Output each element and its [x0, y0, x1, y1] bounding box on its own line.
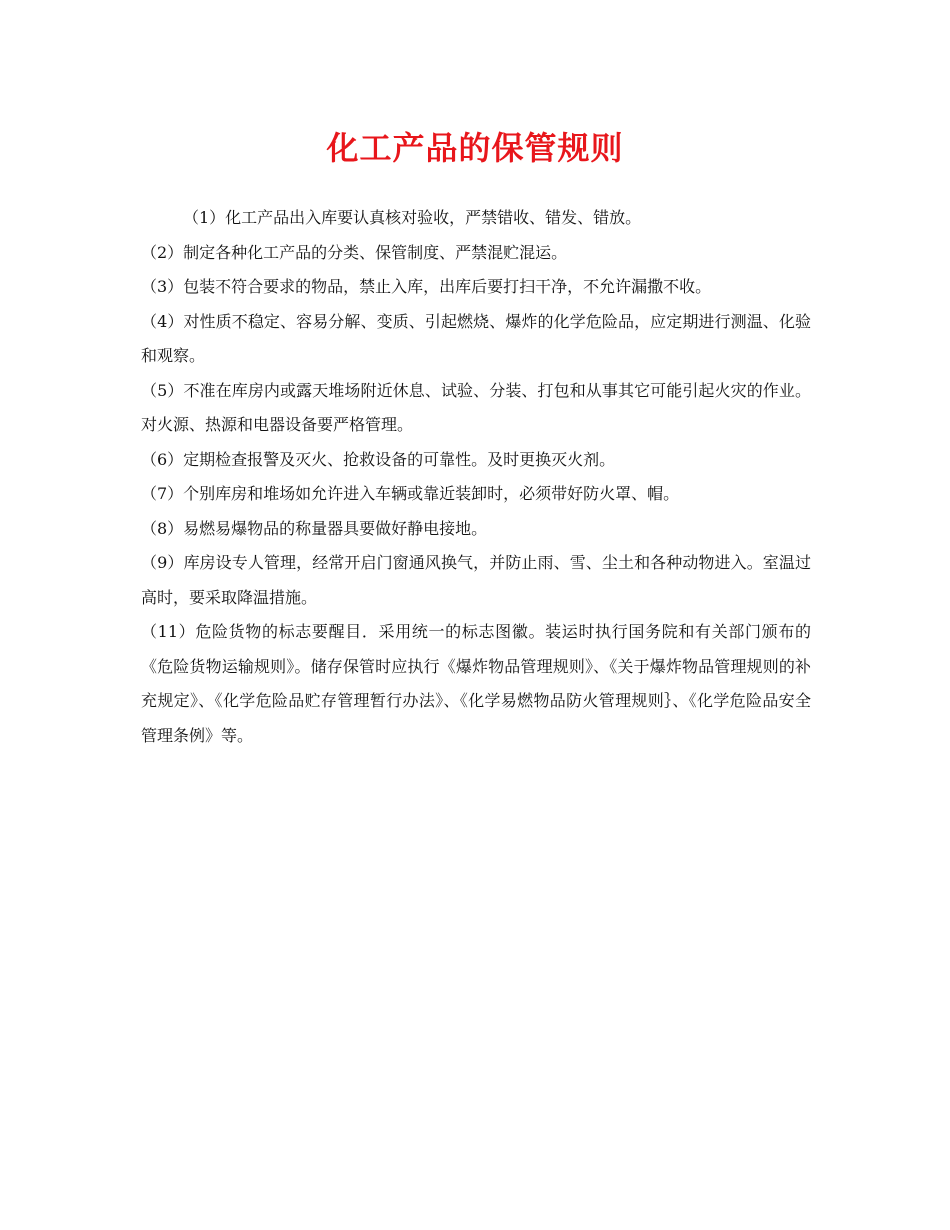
rule-paragraph-2: （2）制定各种化工产品的分类、保管制度、严禁混贮混运。	[141, 242, 568, 262]
rule-paragraph-8: （8）易燃易爆物品的称量器具要做好静电接地。	[141, 518, 488, 538]
rule-paragraph-1: （1）化工产品出入库要认真核对验收，严禁错收、错发、错放。	[183, 208, 642, 227]
rule-paragraph-6: （6）定期检查报警及灭火、抢救设备的可靠性。及时更换灭火剂。	[141, 449, 616, 469]
document-title: 化工产品的保管规则	[326, 129, 624, 167]
rule-paragraph-11: （11）危险货物的标志要醒目．采用统一的标志图徽。装运时执行国务院和有关部门颁布的《危险货物运输规则》。储存保管时应执行《爆炸物品管理规则》、《关于爆炸物品管理规则的补充规定》、《化学危险品贮存管理暂行办法》、《化学易燃物品防火管理规则｝、《化学危险品安全管理条例》等。	[141, 622, 811, 745]
rule-paragraph-3: （3）包装不符合要求的物品，禁止入库，出库后要打扫干净，不允许漏撒不收。	[141, 277, 712, 296]
rule-paragraph-5: （5）不准在库房内或露天堆场附近休息、试验、分装、打包和从事其它可能引起火灾的作业。对火源、热源和电器设备要严格管理。	[141, 380, 811, 434]
rule-paragraph-9: （9）库房设专人管理，经常开启门窗通风换气，并防止雨、雪、尘土和各种动物进入。室温过高时，要采取降温措施。	[141, 553, 811, 607]
document-body	[141, 201, 811, 753]
rule-paragraph-4: （4）对性质不稳定、容易分解、变质、引起燃烧、爆炸的化学危险品，应定期进行测温、化验和观察。	[141, 311, 811, 365]
rule-paragraph-7: （7）个别库房和堆场如允许进入车辆或靠近装卸时，必须带好防火罩、帽。	[141, 484, 680, 503]
